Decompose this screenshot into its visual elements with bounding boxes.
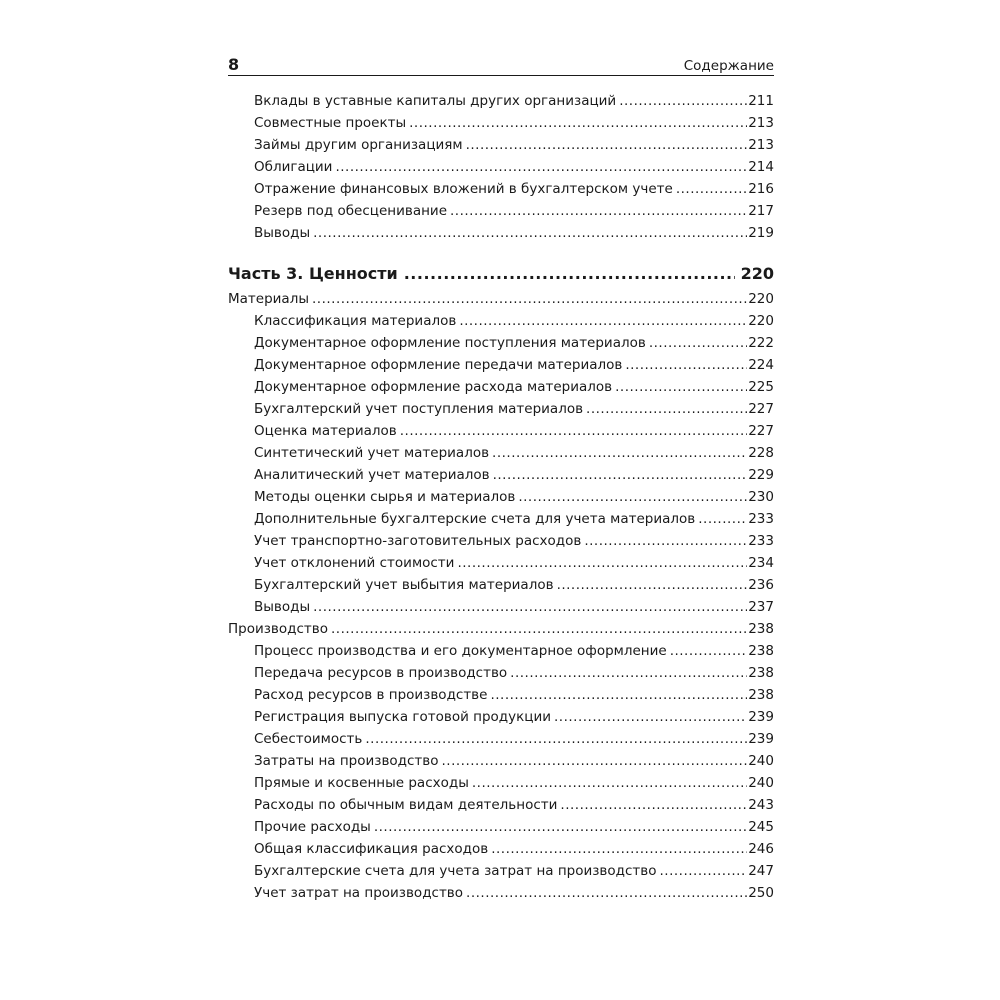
toc-entry-label: Отражение финансовых вложений в бухгалтерском учете [254,181,673,197]
toc-entry [228,772,774,794]
toc-entry-page: 224 [748,357,774,373]
toc-entry-page: 227 [748,423,774,439]
dot-leader [313,222,747,244]
toc-entry-page: 239 [748,731,774,747]
toc-entry-page: 239 [748,709,774,725]
dot-leader [518,486,747,508]
toc-entry-label: Методы оценки сырья и материалов [254,489,516,505]
dot-leader [510,662,747,684]
toc-entry-label: Резерв под обесценивание [254,203,448,219]
toc-entry [228,816,774,838]
toc-entry-page: 228 [748,445,774,461]
toc-entry-label: Облигации [254,159,333,175]
toc-entry-page: 211 [748,93,774,109]
dot-leader [335,156,747,178]
toc-entry-label: Учет транспортно-заготовительных расходов [254,533,582,549]
toc-entry-label: Процесс производства и его документарное оформление [254,643,667,659]
toc-entry-label: Выводы [254,225,311,241]
toc-entry [228,112,774,134]
chapter-title: Производство [228,621,328,637]
toc-entry-page: 238 [748,643,774,659]
chapter-page: 238 [748,621,774,637]
dot-leader [312,288,747,310]
dot-leader [459,310,747,332]
dot-leader [625,354,747,376]
toc-entry [228,376,774,398]
dot-leader [670,640,748,662]
toc-entry-page: 234 [748,555,774,571]
toc-entry-label: Бухгалтерский учет поступления материалов [254,401,584,417]
chapter-page: 220 [748,291,774,307]
toc-entry-page: 222 [748,335,774,351]
toc-entry-label: Регистрация выпуска готовой продукции [254,709,552,725]
toc-entry-label: Бухгалтерские счета для учета затрат на производство [254,863,657,879]
toc-chapter-materials [228,288,774,310]
dot-leader [404,261,735,287]
toc-entry-page: 238 [748,665,774,681]
toc-entry-label: Оценка материалов [254,423,397,439]
toc-entry-label: Расходы по обычным видам деятельности [254,797,558,813]
toc-entry [228,156,774,178]
toc-entry [228,332,774,354]
toc-entry [228,882,774,904]
page-number: 8 [228,55,240,74]
toc-entry-label: Документарное оформление передачи материалов [254,357,623,373]
dot-leader [450,200,747,222]
toc-entry [228,398,774,420]
toc-entry-label: Документарное оформление расхода материалов [254,379,613,395]
dot-leader [457,552,747,574]
dot-leader [554,706,747,728]
toc-entry-label: Бухгалтерский учет выбытия материалов [254,577,554,593]
dot-leader [313,596,747,618]
toc-entry-page: 247 [748,863,774,879]
toc-entry-label: Себестоимость [254,731,363,747]
toc-entry [228,640,774,662]
dot-leader [409,112,747,134]
toc-entry [228,794,774,816]
toc-entry-page: 238 [748,687,774,703]
toc-entry-label: Документарное оформление поступления материалов [254,335,646,351]
toc-part-heading [228,261,774,287]
toc-entry-label: Дополнительные бухгалтерские счета для учета материалов [254,511,696,527]
dot-leader [374,816,747,838]
toc-entry-label: Учет отклонений стоимости [254,555,455,571]
toc-entry-label: Займы другим организациям [254,137,463,153]
toc-entry-label: Учет затрат на производство [254,885,464,901]
toc-entry [228,860,774,882]
dot-leader [619,90,747,112]
toc-entry-label: Передача ресурсов в производство [254,665,508,681]
toc-entry-label: Прочие расходы [254,819,371,835]
toc-entry [228,662,774,684]
toc-entry [228,90,774,112]
toc-entry-label: Вклады в уставные капиталы других организаций [254,93,617,109]
dot-leader [615,376,747,398]
toc-chapter-production [228,618,774,640]
toc-entry [228,222,774,244]
toc-entry-label: Расход ресурсов в производстве [254,687,488,703]
toc-entry-page: 229 [748,467,774,483]
dot-leader [400,420,747,442]
toc-entry-page: 217 [748,203,774,219]
toc-entry-label: Прямые и косвенные расходы [254,775,469,791]
dot-leader [660,860,748,882]
toc-entry [228,178,774,200]
dot-leader [466,882,747,904]
section-title: Содержание [683,58,774,74]
toc-entry [228,310,774,332]
toc-entry [228,200,774,222]
part-page: 220 [740,264,774,283]
toc-entry [228,728,774,750]
toc-entry-page: 233 [748,511,774,527]
toc-entry-page: 233 [748,533,774,549]
toc-entry [228,596,774,618]
book-page [228,52,774,904]
toc-entry-page: 237 [748,599,774,615]
toc-entry-page: 245 [748,819,774,835]
toc-entry [228,420,774,442]
toc-entry-page: 214 [748,159,774,175]
table-of-contents [228,90,774,904]
running-head [228,52,774,76]
toc-entry-label: Совместные проекты [254,115,407,131]
toc-entry [228,354,774,376]
toc-entry-page: 230 [748,489,774,505]
dot-leader [557,574,748,596]
toc-entry-page: 213 [748,115,774,131]
toc-entry-label: Затраты на производство [254,753,439,769]
toc-entry-page: 240 [748,753,774,769]
toc-entry [228,530,774,552]
dot-leader [649,332,747,354]
toc-entry [228,442,774,464]
dot-leader [442,750,748,772]
dot-leader [493,464,748,486]
toc-entry [228,574,774,596]
dot-leader [491,838,747,860]
toc-entry-page: 213 [748,137,774,153]
part-title: Часть 3. Ценности [228,264,398,283]
dot-leader [586,398,747,420]
dot-leader [492,442,747,464]
toc-entry-label: Классификация материалов [254,313,457,329]
toc-entry [228,486,774,508]
toc-entry-page: 220 [748,313,774,329]
toc-entry-page: 227 [748,401,774,417]
toc-entry-label: Синтетический учет материалов [254,445,490,461]
toc-entry [228,134,774,156]
dot-leader [472,772,747,794]
toc-entry-page: 246 [748,841,774,857]
toc-entry-page: 225 [748,379,774,395]
toc-entry [228,684,774,706]
toc-entry-label: Аналитический учет материалов [254,467,490,483]
dot-leader [676,178,747,200]
toc-entry-label: Общая классификация расходов [254,841,489,857]
toc-entry-page: 243 [748,797,774,813]
dot-leader [584,530,747,552]
toc-entry-page: 219 [748,225,774,241]
toc-entry [228,508,774,530]
toc-entry-page: 240 [748,775,774,791]
dot-leader [331,618,747,640]
chapter-title: Материалы [228,291,309,307]
toc-entry [228,464,774,486]
toc-entry-label: Выводы [254,599,311,615]
toc-entry-page: 216 [748,181,774,197]
dot-leader [560,794,747,816]
toc-entry-page: 236 [748,577,774,593]
toc-entry [228,706,774,728]
dot-leader [490,684,747,706]
dot-leader [466,134,748,156]
dot-leader [698,508,747,530]
dot-leader [365,728,747,750]
toc-entry [228,838,774,860]
toc-entry [228,552,774,574]
toc-entry-page: 250 [748,885,774,901]
toc-entry [228,750,774,772]
